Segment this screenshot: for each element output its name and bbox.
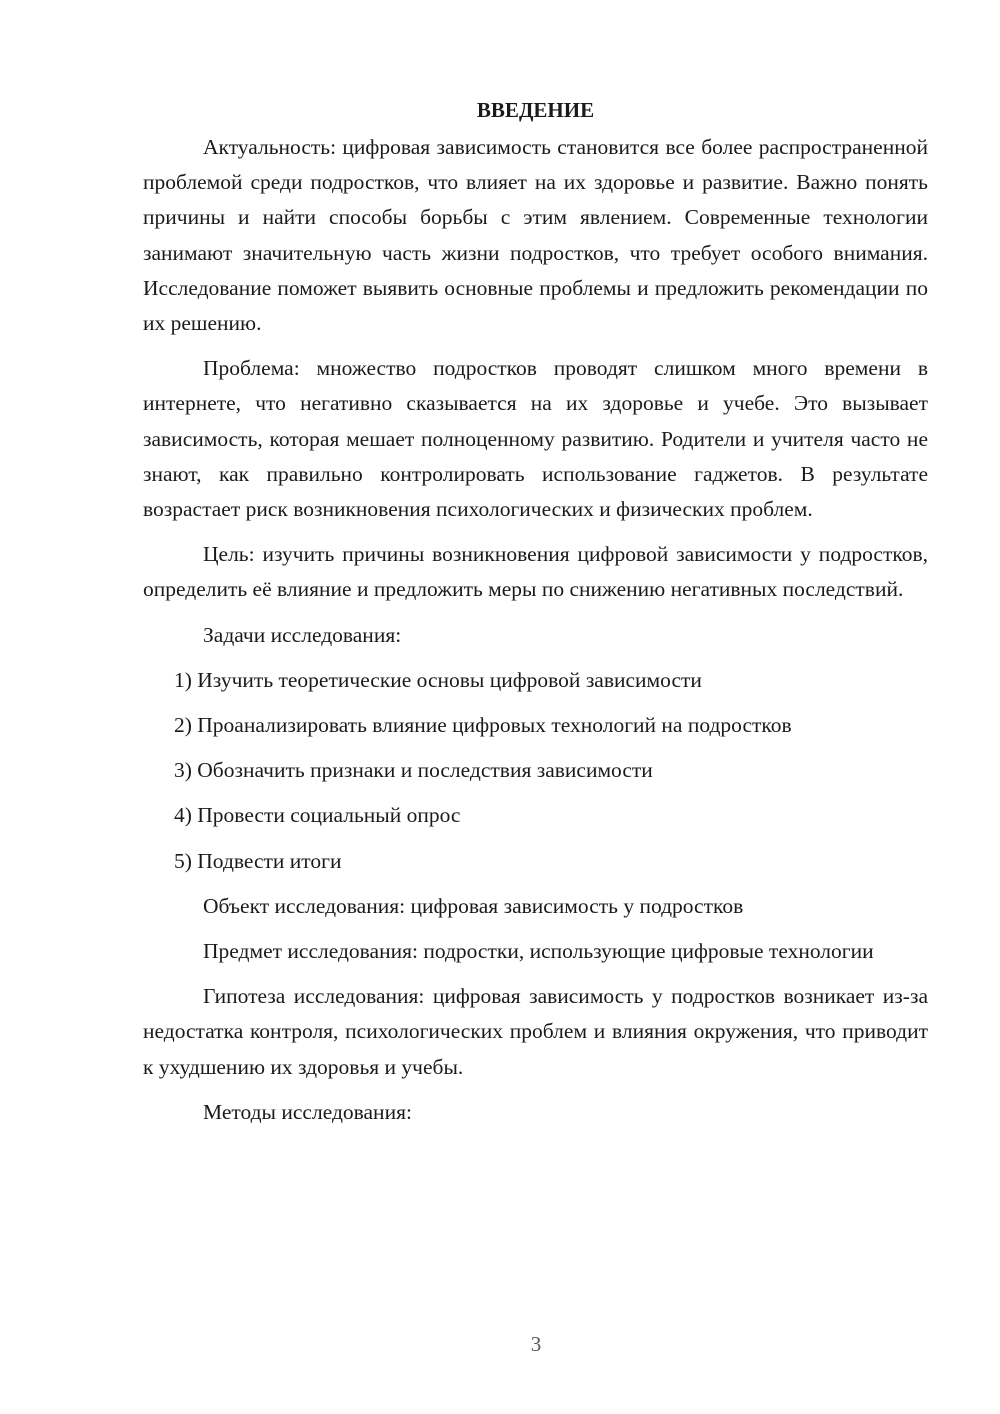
task-item: 4) Провести социальный опрос [174, 803, 461, 828]
task-item: 2) Проанализировать влияние цифровых технологий на подростков [174, 713, 792, 738]
tasks-list [143, 663, 928, 879]
goal-paragraph: Цель: изучить причины возникновения цифровой зависимости у подростков, определить её влияние и предложить меры по снижению негативных последствий. [143, 542, 928, 602]
task-item: 5) Подвести итоги [174, 848, 342, 873]
document-page [143, 90, 928, 1130]
methods-paragraph: Методы исследования: [203, 1099, 412, 1124]
hypothesis-paragraph: Гипотеза исследования: цифровая зависимость у подростков возникает из-за недостатка контроля, психологических проблем и влияния окружения, что приводит к ухудшению их здоровья и учебы. [143, 984, 928, 1079]
relevance-paragraph: Актуальность: цифровая зависимость становится все более распространенной проблемой среди подростков, что влияет на их здоровье и развитие. Важно понять причины и найти способы борьбы с этим явлением. Современные технологии занимают значительную часть жизни подростков, что требует особого внимания. Исследование поможет выявить основные проблемы и предложить рекомендации по их решению. [143, 135, 928, 336]
problem-paragraph: Проблема: множество подростков проводят слишком много времени в интернете, что негативно сказывается на их здоровье и учебе. Это вызывает зависимость, которая мешает полноценному развитию. Родители и учителя часто не знают, как правильно контролировать использование гаджетов. В результате возрастает риск возникновения психологических и физических проблем. [143, 356, 928, 522]
section-title: ВВЕДЕНИЕ [476, 98, 595, 122]
task-item: 3) Обозначить признаки и последствия зависимости [174, 758, 653, 783]
tasks-heading: Задачи исследования: [203, 622, 402, 647]
subject-paragraph: Предмет исследования: подростки, использующие цифровые технологии [203, 939, 874, 964]
task-item: 1) Изучить теоретические основы цифровой зависимости [174, 667, 702, 692]
page-number: 3 [530, 1332, 542, 1356]
object-paragraph: Объект исследования: цифровая зависимость у подростков [203, 893, 744, 918]
